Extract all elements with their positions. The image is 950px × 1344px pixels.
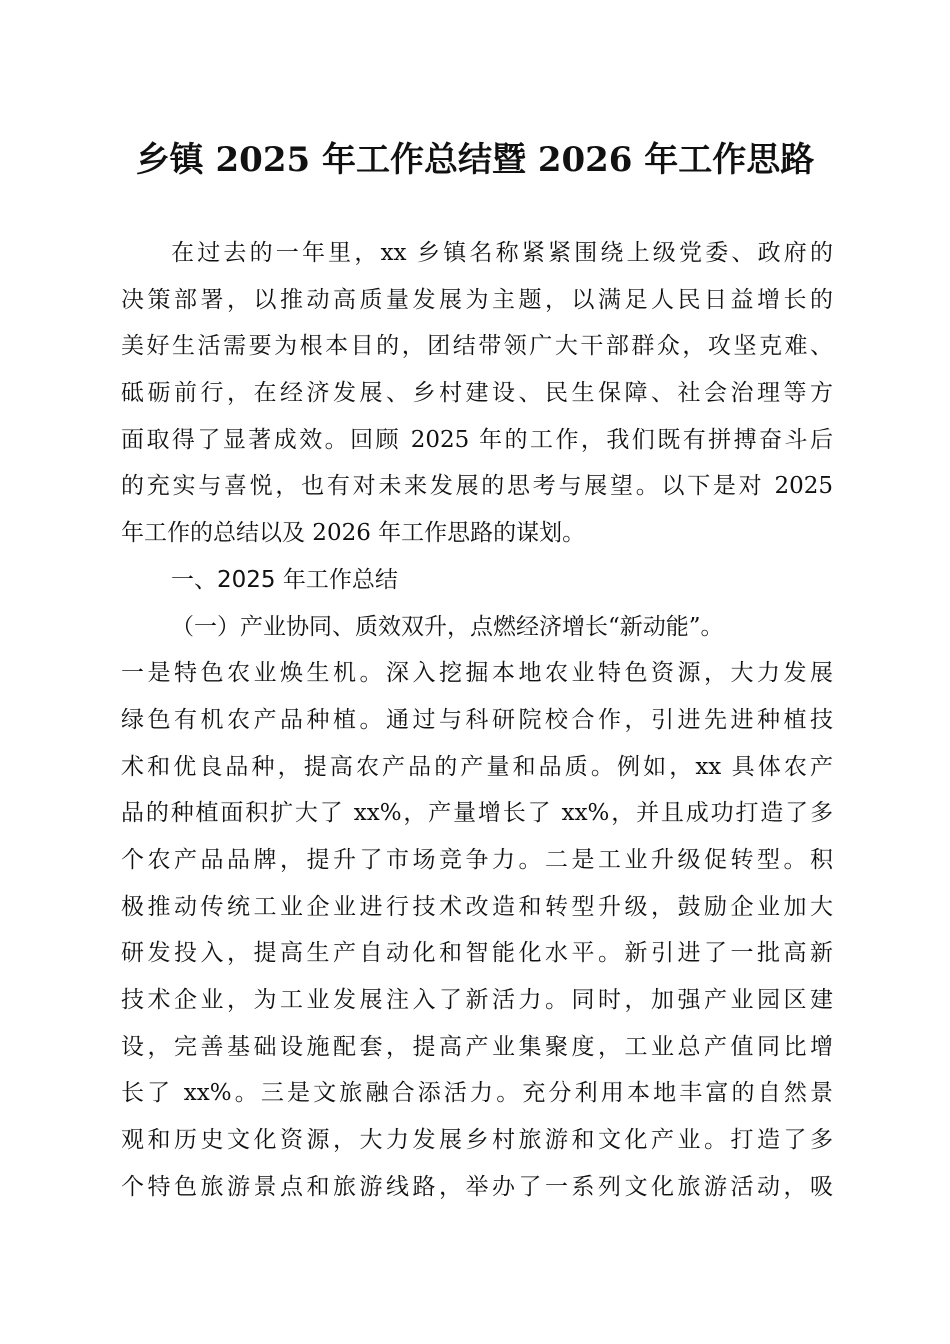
paragraph-line: 观和历史文化资源，大力发展乡村旅游和文化产业。打造了多 (121, 1127, 833, 1154)
paragraph-line: 长了 xx%。三是文旅融合添活力。充分利用本地丰富的自然景 (121, 1080, 833, 1107)
paragraph-line: 年工作的总结以及 2026 年工作思路的谋划。 (121, 520, 586, 547)
paragraph-line: 技术企业，为工业发展注入了新活力。同时，加强产业园区建 (121, 987, 833, 1013)
document-body (121, 230, 833, 1210)
paragraph-line: 在过去的一年里，xx 乡镇名称紧紧围绕上级党委、政府的 (171, 240, 833, 266)
paragraph-line: 个农产品品牌，提升了市场竞争力。二是工业升级促转型。积 (121, 846, 833, 873)
paragraph-line: 极推动传统工业企业进行技术改造和转型升级，鼓励企业加大 (121, 893, 833, 920)
paragraph-line: 美好生活需要为根本目的，团结带领广大干部群众，攻坚克难、 (121, 333, 833, 360)
paragraph-line: 研发投入，提高生产自动化和智能化水平。新引进了一批高新 (121, 940, 833, 967)
section-heading: 一、2025 年工作总结 (171, 566, 398, 593)
subsection-heading: （一）产业协同、质效双升，点燃经济增长“新动能”。 (171, 613, 724, 640)
document-title: 乡镇 2025 年工作总结暨 2026 年工作思路 (135, 140, 815, 180)
paragraph-line: 品的种植面积扩大了 xx%，产量增长了 xx%，并且成功打造了多 (121, 800, 833, 827)
paragraph-line: 术和优良品种，提高农产品的产量和品质。例如，xx 具体农产 (121, 753, 833, 780)
paragraph-line: 决策部署，以推动高质量发展为主题，以满足人民日益增长的 (121, 286, 833, 313)
paragraph-line: 的充实与喜悦，也有对未来发展的思考与展望。以下是对 2025 (121, 473, 833, 500)
paragraph-line: 一是特色农业焕生机。深入挖掘本地农业特色资源，大力发展 (121, 660, 833, 687)
paragraph-line: 个特色旅游景点和旅游线路，举办了一系列文化旅游活动，吸 (121, 1173, 833, 1200)
paragraph-line: 绿色有机农产品种植。通过与科研院校合作，引进先进种植技 (121, 706, 833, 733)
paragraph-line: 砥砺前行，在经济发展、乡村建设、民生保障、社会治理等方 (121, 380, 833, 407)
paragraph-line: 设，完善基础设施配套，提高产业集聚度，工业总产值同比增 (121, 1033, 833, 1060)
paragraph-line: 面取得了显著成效。回顾 2025 年的工作，我们既有拼搏奋斗后 (121, 426, 833, 453)
